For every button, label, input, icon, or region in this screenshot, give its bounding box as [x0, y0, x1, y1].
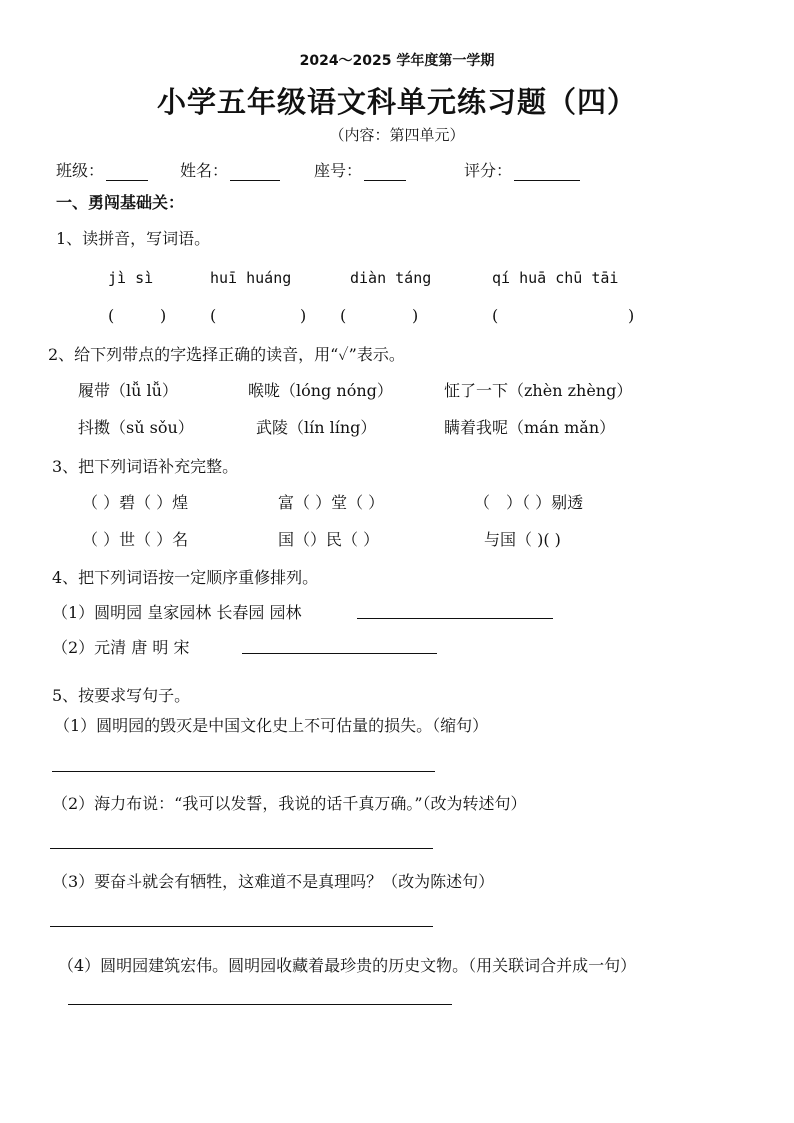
question-1-prompt: 1、读拼音，写词语。 [56, 229, 211, 248]
pinyin-1: jì sì [108, 269, 154, 287]
pronunciation-choice[interactable]: 履带（lǚ lǚ） [78, 381, 178, 400]
score-field[interactable] [464, 158, 580, 181]
name-blank[interactable] [230, 162, 280, 181]
sentence-task-2: （2）海力布说：“我可以发誓，我说的话千真万确。”（改为转述句） [52, 794, 527, 813]
seat-blank[interactable] [364, 162, 406, 181]
answer-line[interactable] [52, 771, 435, 772]
idiom-fill[interactable]: 与国（ )( ) [484, 530, 561, 549]
answer-paren-open-2: ( [210, 306, 217, 325]
idiom-fill[interactable]: 富（ ）堂（ ） [278, 493, 385, 512]
question-2-prompt: 2、给下列带点的字选择正确的读音，用“✓”表示。 [48, 345, 405, 364]
seat-label: 座号： [314, 161, 363, 180]
year-term: 2024～2025 学年度第一学期 [299, 53, 495, 69]
answer-paren-close-4: ) [628, 306, 635, 325]
answer-paren-open-3: ( [340, 306, 347, 325]
answer-paren-open-4: ( [492, 306, 499, 325]
idiom-fill[interactable]: （ ）世（ ）名 [82, 530, 189, 549]
pinyin-3: diàn táng [350, 269, 432, 287]
pronunciation-choice[interactable]: 抖擞（sǔ sǒu） [78, 418, 194, 437]
question-4-prompt: 4、把下列词语按一定顺序重修排列。 [52, 568, 319, 587]
score-label: 评分： [464, 161, 513, 180]
class-blank[interactable] [106, 162, 148, 181]
class-label: 班级： [56, 161, 105, 180]
idiom-fill[interactable]: （ ）碧（ ）煌 [82, 493, 189, 512]
ordering-item-1: （1）圆明园 皇家园林 长春园 园林 [52, 603, 302, 622]
question-3-prompt: 3、把下列词语补充完整。 [52, 457, 239, 476]
ordering-item-2: （2）元清 唐 明 宋 [52, 638, 190, 657]
pronunciation-choice[interactable]: 喉咙（lóng nóng） [248, 381, 393, 400]
answer-line[interactable] [242, 653, 437, 654]
answer-line[interactable] [50, 926, 433, 927]
question-5-prompt: 5、按要求写句子。 [52, 686, 191, 705]
page-subtitle: （内容：第四单元） [329, 126, 465, 144]
class-field[interactable] [56, 158, 148, 181]
pinyin-4: qí huā chū tāi [492, 269, 619, 287]
score-blank[interactable] [514, 162, 580, 181]
answer-paren-close-3: ) [412, 306, 419, 325]
sentence-task-3: （3）要奋斗就会有牺牲，这难道不是真理吗？（改为陈述句） [52, 872, 495, 891]
section-title: 一、勇闯基础关： [56, 193, 185, 212]
name-field[interactable] [180, 158, 280, 181]
page-title: 小学五年级语文科单元练习题（四） [156, 85, 637, 119]
answer-line[interactable] [357, 618, 553, 619]
pronunciation-choice[interactable]: 怔了一下（zhèn zhèng） [444, 381, 633, 400]
name-label: 姓名： [180, 161, 229, 180]
pronunciation-choice[interactable]: 瞒着我呢（mán mǎn） [444, 418, 616, 437]
answer-paren-close-1: ) [160, 306, 167, 325]
answer-paren-open-1: ( [108, 306, 115, 325]
pronunciation-choice[interactable]: 武陵（lín líng） [256, 418, 377, 437]
seat-field[interactable] [314, 158, 406, 181]
answer-paren-close-2: ) [300, 306, 307, 325]
sentence-task-1: （1）圆明园的毁灭是中国文化史上不可估量的损失。（缩句） [54, 716, 489, 735]
pinyin-2: huī huáng [210, 269, 292, 287]
idiom-fill[interactable]: （ ）（ ）剔透 [474, 493, 584, 512]
sentence-task-4: （4）圆明园建筑宏伟。圆明园收藏着最珍贵的历史文物。（用关联词合并成一句） [58, 956, 637, 975]
idiom-fill[interactable]: 国（）民（ ） [278, 530, 380, 549]
answer-line[interactable] [68, 1004, 452, 1005]
answer-line[interactable] [50, 848, 433, 849]
